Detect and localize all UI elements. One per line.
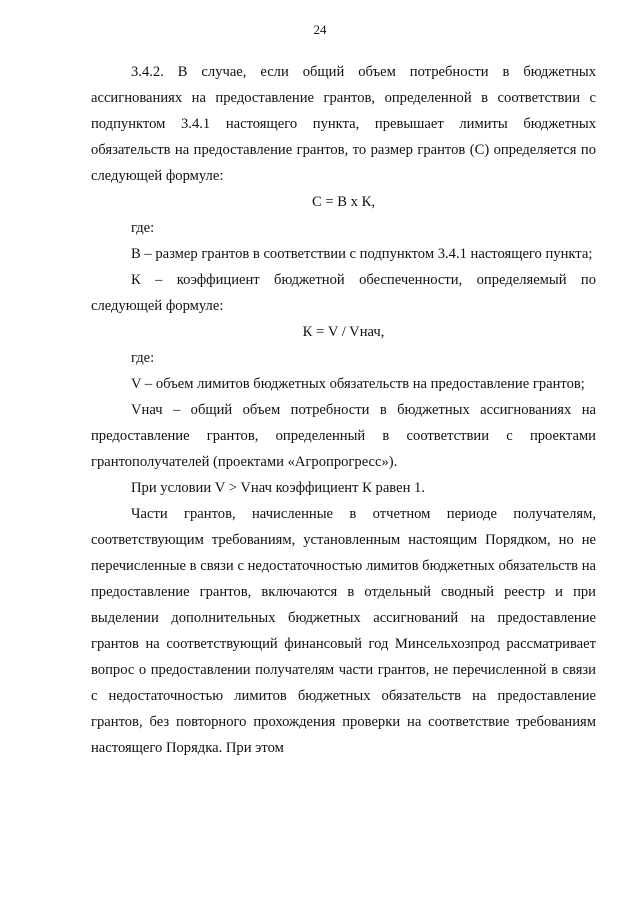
- where-label: где:: [131, 220, 155, 236]
- definition-v: V – объем лимитов бюджетных обязательств на предоставление грантов;: [131, 376, 585, 392]
- definition-b: В – размер грантов в соответствии с подпунктом 3.4.1 настоящего пункта;: [131, 246, 593, 262]
- formula-c: С = В х К,: [312, 194, 375, 210]
- page-number: 24: [313, 22, 327, 37]
- formula-k: К = V / Vнач,: [302, 324, 385, 340]
- where-label: где:: [131, 350, 155, 366]
- paragraph-3-4-2: 3.4.2. В случае, если общий объем потребности в бюджетных ассигнованиях на предоставление грантов, определенной в соответствии с подпунктом 3.4.1 настоящего пункта, превышает лимиты бюджетных обязательств на предоставление грантов, то размер грантов (С) определяется по следующей формуле:: [91, 64, 596, 184]
- definition-k: К – коэффициент бюджетной обеспеченности, определяемый по следующей формуле:: [91, 272, 596, 314]
- definition-vnach: Vнач – общий объем потребности в бюджетных ассигнованиях на предоставление грантов, определенный в соответствии с проектами грантополучателей (проектами «Агропрогресс»).: [91, 402, 596, 470]
- condition-paragraph: При условии V > Vнач коэффициент К равен 1.: [131, 480, 425, 496]
- paragraph-grant-parts: Части грантов, начисленные в отчетном периоде получателям, соответствующим требованиям, установленным настоящим Порядком, но не перечисленные в связи с недостаточностью лимитов бюджетных обязательств на предоставление грантов, включаются в отдельный сводный реестр и при выделении дополнительных бюджетных ассигнований на предоставление грантов на соответствующий финансовый год Минсельхозпрод рассматривает вопрос о предоставлении получателям части грантов, не перечисленной в связи с недостаточностью лимитов бюджетных обязательств на предоставление грантов, без повторного прохождения проверки на соответствие требованиям настоящего Порядка. При этом: [91, 506, 596, 756]
- document-body: [91, 59, 596, 761]
